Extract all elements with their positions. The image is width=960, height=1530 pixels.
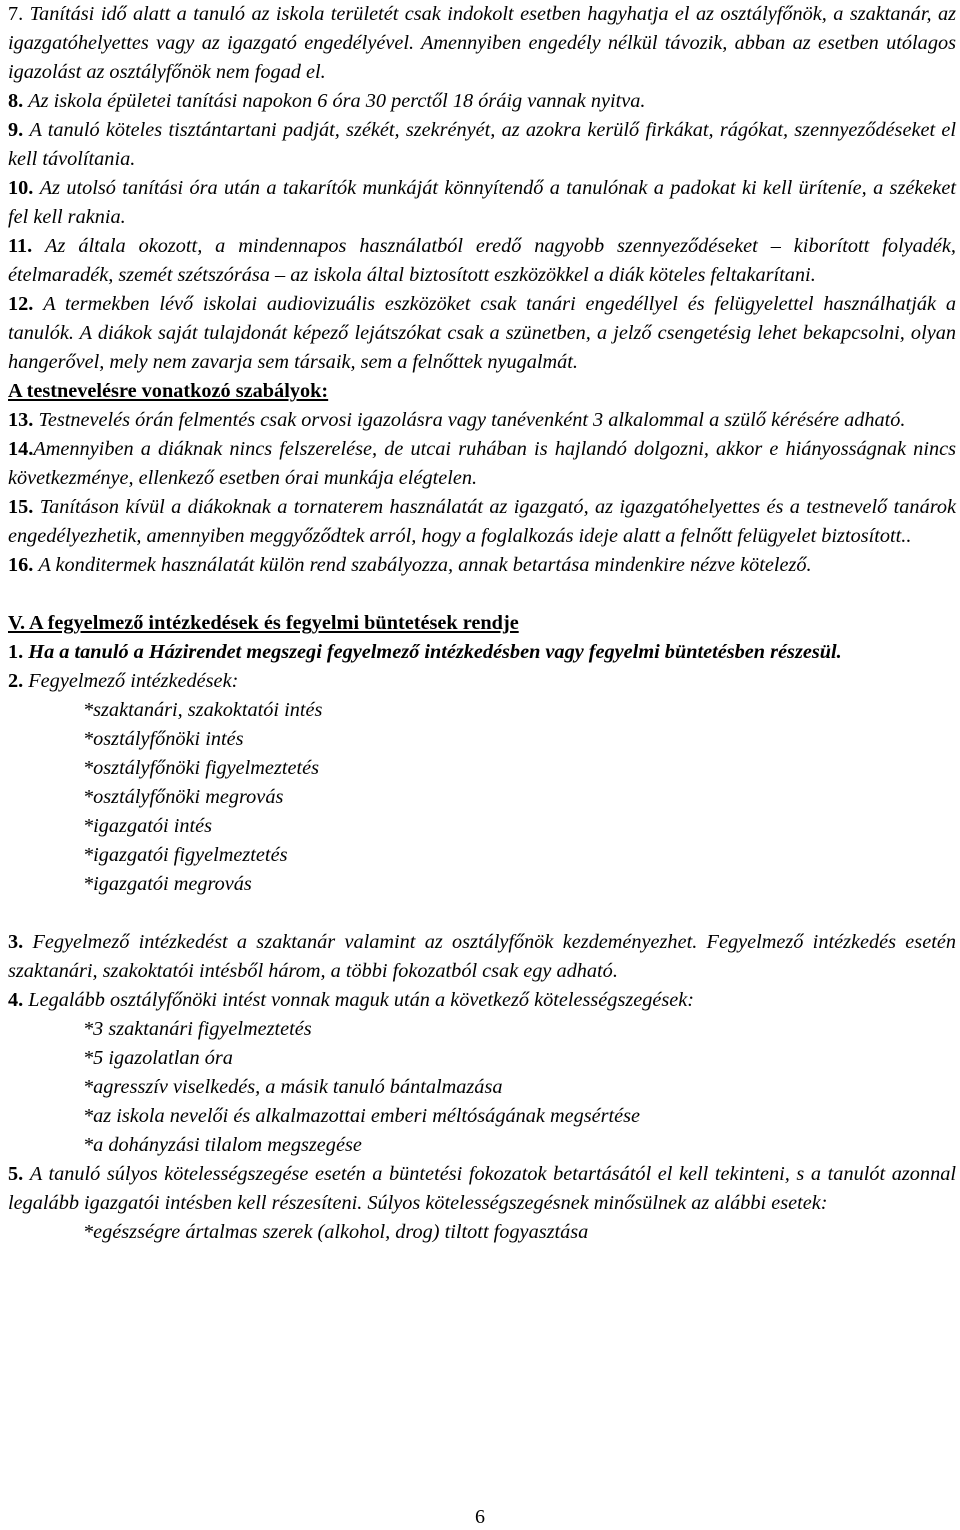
rule-14: 14.Amennyiben a diáknak nincs felszerelése, de utcai ruhában is hajlandó dolgozni, akkor e hiányosságnak nincs következménye, ellenkező esetben órai munkája elégtelen. bbox=[8, 438, 956, 489]
list-item: *igazgatói intés bbox=[83, 815, 213, 837]
violations-list bbox=[8, 1015, 956, 1160]
pe-rules-heading: A testnevelésre vonatkozó szabályok: bbox=[8, 380, 329, 402]
section-v-item-5: 5. A tanuló súlyos kötelességszegése esetén a büntetési fokozatok betartásától el kell tekinteni, s a tanulót azonnal legalább igazgatói intésben kell részesíteni. Súlyos kötelességszegésnek minősülnek az alábbi esetek: bbox=[8, 1163, 956, 1214]
list-item: *5 igazolatlan óra bbox=[83, 1047, 233, 1069]
section-v-item-1: 1. Ha a tanuló a Házirendet megszegi fegyelmező intézkedésben vagy fegyelmi büntetésben részesül. bbox=[8, 641, 842, 663]
list-item: *az iskola nevelői és alkalmazottai emberi méltóságának megsértése bbox=[83, 1105, 641, 1127]
list-item: *szaktanári, szakoktatói intés bbox=[83, 699, 323, 721]
section-v-heading: V. A fegyelmező intézkedések és fegyelmi büntetések rendje bbox=[8, 612, 519, 634]
section-v-item-4: 4. Legalább osztályfőnöki intést vonnak maguk után a következő kötelességszegések: bbox=[8, 989, 695, 1011]
rule-13: 13. Testnevelés órán felmentés csak orvosi igazolásra vagy tanévenként 3 alkalommal a szülő kérésére adható. bbox=[8, 409, 906, 431]
list-item: *osztályfőnöki intés bbox=[83, 728, 244, 750]
rule-16: 16. A konditermek használatát külön rend szabályozza, annak betartása mindenkire nézve kötelező. bbox=[8, 554, 812, 576]
section-v-item-2: 2. Fegyelmező intézkedések: bbox=[8, 670, 239, 692]
list-item: *osztályfőnöki megrovás bbox=[83, 786, 284, 808]
list-item: *igazgatói figyelmeztetés bbox=[83, 844, 288, 866]
spacer bbox=[8, 580, 956, 609]
document-page bbox=[8, 0, 956, 1247]
rule-15: 15. Tanításon kívül a diákoknak a tornaterem használatát az igazgató, az igazgatóhelyettes és a testnevelő tanárok engedélyezhetik, amennyiben meggyőződtek arról, hogy a foglalkozás ideje alatt a felnőtt felügyelet biztosított.. bbox=[8, 496, 956, 547]
list-item: *agresszív viselkedés, a másik tanuló bántalmazása bbox=[83, 1076, 503, 1098]
rule-7: 7. Tanítási idő alatt a tanuló az iskola területét csak indokolt esetben hagyhatja el az osztályfőnök, a szaktanár, az igazgatóhelyettes vagy az igazgató engedélyével. Amennyiben engedély nélkül távozik, abban az esetben utólagos igazolást az osztályfőnök nem fogad el. bbox=[8, 3, 956, 83]
list-item: *3 szaktanári figyelmeztetés bbox=[83, 1018, 312, 1040]
rule-12: 12. A termekben lévő iskolai audiovizuális eszközöket csak tanári engedéllyel és felügyelettel használhatják a tanulók. A diákok saját tulajdonát képező lejátszókat csak a szünetben, a jelző csengetésig lehet bekapcsolni, olyan hangerővel, mely nem zavarja sem társaik, sem a felnőttek nyugalmát. bbox=[8, 293, 956, 373]
list-item: *osztályfőnöki figyelmeztetés bbox=[83, 757, 319, 779]
spacer bbox=[8, 899, 956, 928]
section-v-item-3: 3. Fegyelmező intézkedést a szaktanár valamint az osztályfőnök kezdeményezhet. Fegyelmező intézkedés esetén szaktanári, szakoktatói intésből három, a többi fokozatból csak egy adható. bbox=[8, 931, 956, 982]
list-item: *a dohányzási tilalom megszegése bbox=[83, 1134, 362, 1156]
list-item: *igazgatói megrovás bbox=[83, 873, 252, 895]
rule-10: 10. Az utolsó tanítási óra után a takarítók munkáját könnyítendő a tanulónak a padokat ki kell üríteníe, a székeket fel kell raknia. bbox=[8, 177, 956, 228]
list-item: *egészségre ártalmas szerek (alkohol, drog) tiltott fogyasztása bbox=[83, 1221, 589, 1243]
page-number: 6 bbox=[475, 1506, 485, 1528]
rule-11: 11. Az általa okozott, a mindennapos használatból eredő nagyobb szennyeződéseket – kiborított folyadék, ételmaradék, szemét szétszórása – az iskola által biztosított eszközökkel a diák köteles feltakarítani. bbox=[8, 235, 956, 286]
rule-8: 8. Az iskola épületei tanítási napokon 6 óra 30 perctől 18 óráig vannak nyitva. bbox=[8, 90, 646, 112]
rule-9: 9. A tanuló köteles tisztántartani padját, székét, szekrényét, az azokra kerülő firkákat, rágókat, szennyeződéseket el kell távolítania. bbox=[8, 119, 956, 170]
disciplinary-measures-list bbox=[8, 696, 956, 899]
serious-violations-list bbox=[8, 1218, 956, 1247]
